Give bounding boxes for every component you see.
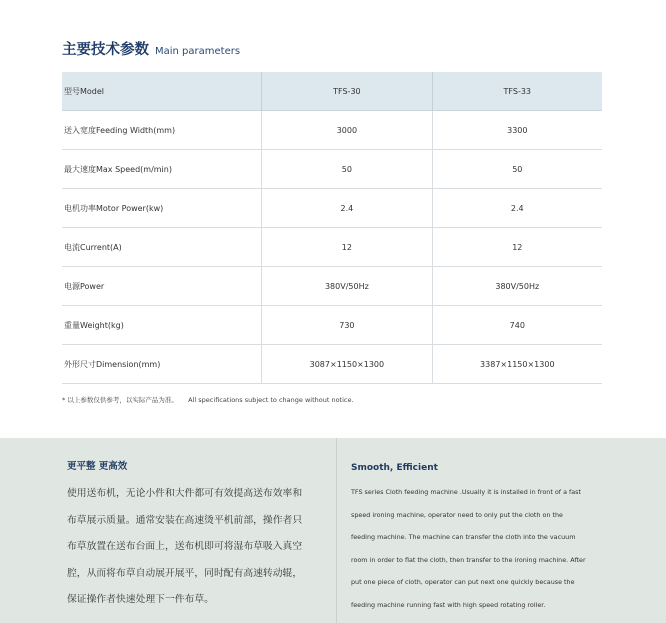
section-title	[62, 38, 240, 59]
row-value: 12	[262, 228, 432, 267]
feature-heading-en: Smooth, Efficient	[351, 463, 438, 473]
row-value: 3300	[432, 111, 602, 150]
footnote-en: All specifications subject to change without notice.	[188, 396, 354, 404]
row-value: 2.4	[262, 189, 432, 228]
table-row	[62, 267, 602, 306]
feature-line-en: speed ironing machine, operator need to only put the cloth on the	[351, 510, 563, 519]
row-label: 电机功率Motor Power(kw)	[62, 189, 262, 228]
section-title-cn: 主要技术参数	[62, 42, 149, 58]
feature-line-en: feeding machine. The machine can transfer the cloth into the vacuum	[351, 533, 576, 542]
feature-line-cn: 保证操作者快速处理下一件布草。	[67, 594, 214, 605]
row-label: 电流Current(A)	[62, 228, 262, 267]
row-label: 电源Power	[62, 267, 262, 306]
section-title-en: Main parameters	[155, 46, 241, 57]
row-value: 730	[262, 306, 432, 345]
row-value: 740	[432, 306, 602, 345]
table-row	[62, 345, 602, 384]
table-row	[62, 228, 602, 267]
feature-line-cn: 使用送布机，无论小件和大件都可有效提高送布效率和	[67, 488, 303, 499]
feature-body-en	[351, 481, 603, 617]
row-value: 3087×1150×1300	[262, 345, 432, 384]
row-value: 380V/50Hz	[432, 267, 602, 306]
feature-line-en: room in order to flat the cloth, then transfer to the ironing machine. After	[351, 555, 586, 564]
row-label: 送入宽度Feeding Width(mm)	[62, 111, 262, 150]
row-value: 50	[432, 150, 602, 189]
footnote-cn: * 以上参数仅供参考，以实际产品为准。	[62, 396, 178, 404]
table-row	[62, 111, 602, 150]
header-model-tfs33: TFS-33	[432, 72, 602, 111]
row-value: 2.4	[432, 189, 602, 228]
feature-line-en: put one piece of cloth, operator can put next one quickly because the	[351, 578, 575, 587]
footnote	[62, 395, 354, 404]
panel-divider	[336, 438, 337, 623]
table-header-row	[62, 72, 602, 111]
header-model-label: 型号Model	[62, 72, 262, 111]
feature-line-cn: 布草展示质量。通常安装在高速烫平机前部，操作者只	[67, 514, 303, 526]
table-row	[62, 150, 602, 189]
feature-line-en: TFS series Cloth feeding machine .Usually it is installed in front of a fast	[351, 488, 582, 496]
header-model-tfs30: TFS-30	[262, 72, 432, 111]
row-label: 重量Weight(kg)	[62, 306, 262, 345]
feature-line-en: feeding machine running fast with high speed rotating roller.	[351, 600, 546, 609]
row-value: 3000	[262, 111, 432, 150]
row-label: 外形尺寸Dimension(mm)	[62, 345, 262, 384]
row-label: 最大速度Max Speed(m/min)	[62, 150, 262, 189]
table-row	[62, 306, 602, 345]
feature-heading-cn: 更平整 更高效	[67, 461, 128, 472]
row-value: 380V/50Hz	[262, 267, 432, 306]
parameters-table	[62, 72, 602, 384]
row-value: 50	[262, 150, 432, 189]
feature-panel	[0, 438, 666, 623]
row-value: 12	[432, 228, 602, 267]
feature-line-cn: 布草放置在送布台面上，送布机即可将湿布草吸入真空	[67, 541, 303, 552]
feature-body-cn	[67, 481, 329, 614]
table-row	[62, 189, 602, 228]
feature-line-cn: 腔，从而将布草自动展开展平，同时配有高速转动辊，	[67, 567, 303, 579]
row-value: 3387×1150×1300	[432, 345, 602, 384]
